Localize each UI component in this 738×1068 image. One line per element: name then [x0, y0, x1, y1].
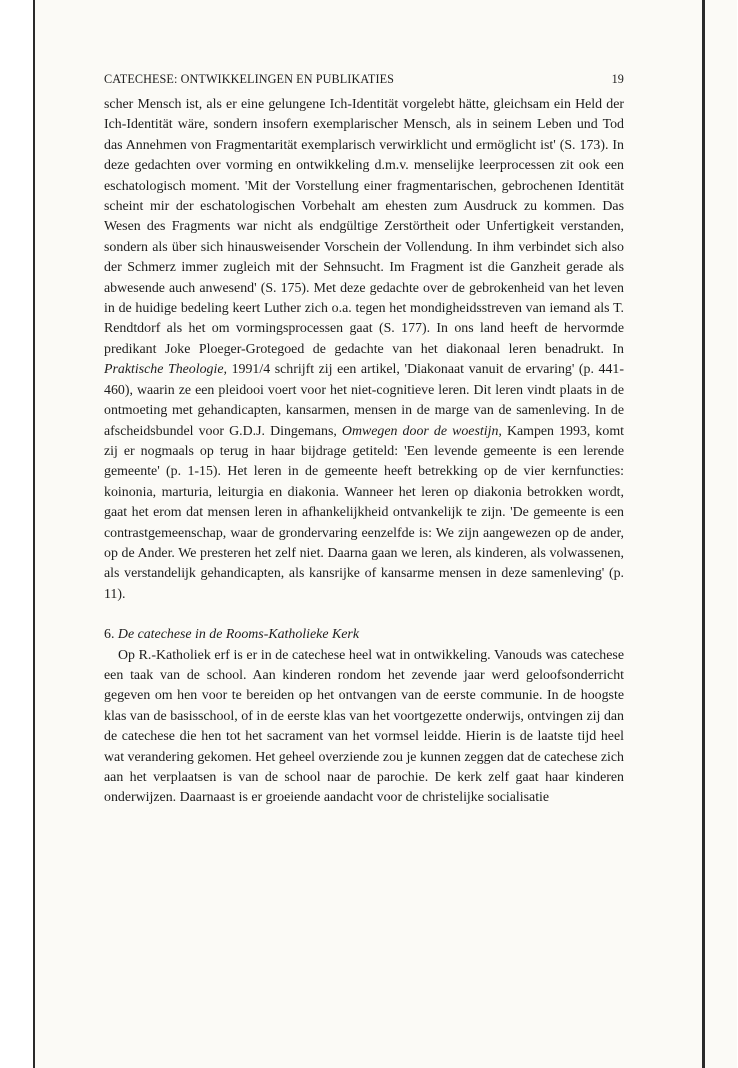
text-run: scher Mensch ist, als er eine gelungene Ich-Identität vorgelebt hätte, gleichsam ein Held der Ich-Identität wäre, sondern insofern exemplarischer Mensch, als in seinem Leben und Tod das Annehmen von Fragmentarität exemplarisch verwirklicht und ermöglicht ist' (S. 173). In deze gedachten over vorming en ontwikkeling d.m.v. menselijke leerprocessen zit ook een eschatologisch moment. 'Mit der Vorstellung einer fragmentarischen, gebrochenen Identität scheint mir der eschatologischen Vorbehalt am ehesten zum Ausdruck zu kommen. Das Wesen des Fragments war nicht als endgültige Zerstörtheit oder Unfertigkeit verstanden, sondern als über sich hinausweisender Vorschein der Vollendung. In ihm verbindet sich also der Schmerz immer zugleich mit der Sehnsucht. Im Fragment ist die Ganzheit gerade als abwesende auch anwesend' (S. 175). Met deze gedachte over de gebrokenheid van het leven in de huidige bedeling keert Luther zich o.a. tegen het mondigheidsstreven van iemand als T. Rendtdorf als het om vormingsprocessen gaat (S. 177). In ons land heeft de hervormde predikant Joke Ploeger-Grotegoed de gedachte van het diakonaal leren benadrukt. In [104, 97, 624, 357]
page-edge-left [33, 0, 35, 1068]
paragraph: Op R.-Katholiek erf is er in de catechese heel wat in ontwikkeling. Vanouds was catechese een taak van de school. Aan kinderen rondom het zevende jaar werd geloofsonderricht gegeven om hen voor te bereiden op het ontvangen van de eerste communie. In de hoogste klas van de basisschool, of in de eerste klas van het voortgezette onderwijs, ontvingen zij dan de catechese die hen tot het sacrament van het vormsel leidde. Hierin is de laatste tijd heel wat verandering gekomen. Het geheel overziende zou je kunnen zeggen dat de catechese zich aan het verplaatsen is van de school naar de parochie. De kerk zelf gaat haar kinderen onderwijzen. Daarnaast is er groeiende aandacht voor de christelijke socialisatie [104, 647, 624, 806]
page-edge-right [702, 0, 705, 1068]
section-number: 6. [104, 627, 115, 643]
page-number: 19 [611, 72, 624, 86]
text-run: Kampen 1993, komt zij er nogmaals op terug in haar bijdrage getiteld: 'Een levende gemeente is een lerende gemeente' (p. 1-15). Het leren in de gemeente heeft betrekking op de vier kernfuncties: koinonia, marturia, leiturgia en diakonia. Wanneer het leren op diakonia betrokken wordt, gaat het erom dat mensen leren in afhankelijkheid ontvankelijk te zijn. 'De gemeente is een contrastgemeenschap, waar de grondervaring eenzelfde is: We zijn aangewezen op de ander, op de Ander. We presteren het zelf niet. Daarna gaan we leren, als kinderen, als volwassenen, als verstandelijk gehandicapten, als kansrijke of kansarme mensen in deze samenleving' (p. 11). [104, 423, 624, 602]
running-title: CATECHESE: ONTWIKKELINGEN EN PUBLIKATIES [104, 72, 395, 86]
body-text [104, 95, 624, 809]
book-title: Omwegen door de woestijn, [341, 423, 502, 439]
journal-title: Praktische Theologie, [104, 362, 227, 378]
section-title: De catechese in de Rooms-Katholieke Kerk [117, 627, 359, 643]
text-run: 1991/4 schrijft zij een artikel, 'Diakonaat vanuit de ervaring' (p. 441-460), waarin ze een pleidooi voert voor het niet-cognitieve leren. Dit leren vindt plaats in de ontmoeting met gehandicapten, kansarmen, mensen in de marge van de samenleving. In de afscheidsbundel voor G.D.J. Dingemans, [104, 362, 624, 439]
paragraph-continuation [104, 95, 624, 605]
section-heading [104, 625, 624, 645]
